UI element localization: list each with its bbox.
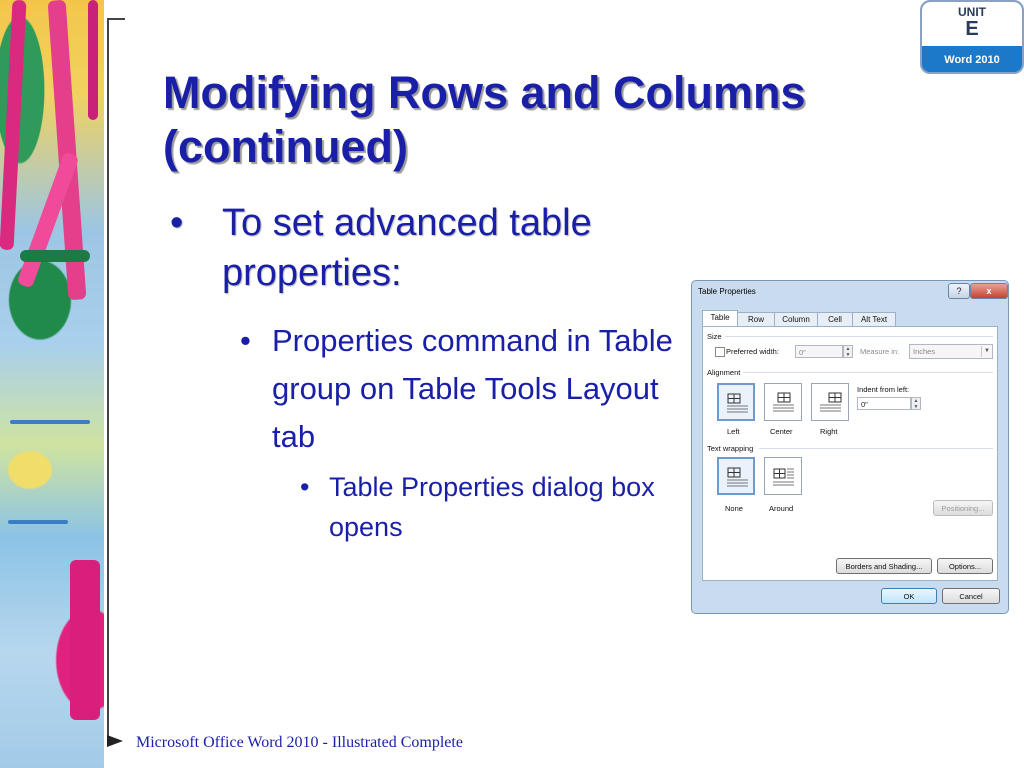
measure-in-label: Measure in: [860,347,900,356]
align-right-label: Right [820,427,838,436]
wrap-around-option[interactable] [764,457,802,495]
wrap-around-icon [773,466,795,488]
bullet-dot: • [240,323,251,358]
bullet-level-3-text: Table Properties dialog box opens [329,472,655,542]
wrap-none-option[interactable] [717,457,755,495]
section-divider [743,372,993,373]
badge-unit-letter: E [965,18,979,40]
options-button[interactable]: Options... [937,558,993,574]
slide-title: Modifying Rows and Columns (continued) [163,67,806,172]
preferred-width-checkbox[interactable] [715,347,725,357]
chevron-down-icon: ▼ [981,346,992,357]
footer-arrow-icon [107,735,123,747]
section-divider [725,336,993,337]
bullet-dot: • [170,202,184,244]
alignment-section-label: Alignment [707,368,741,377]
footer-text: Microsoft Office Word 2010 - Illustrated Complete [136,734,463,751]
ok-button[interactable]: OK [881,588,937,604]
positioning-button[interactable]: Positioning... [933,500,993,516]
align-left-label: Left [727,427,740,436]
tab-table[interactable]: Table [702,310,738,327]
align-left-option[interactable] [717,383,755,421]
tab-row[interactable]: Row [737,312,775,326]
section-divider [759,448,993,449]
align-center-label: Center [770,427,793,436]
table-properties-dialog [691,280,1009,614]
dialog-title: Table Properties [698,287,756,296]
bullet-level-1-text: To set advanced table properties: [222,202,592,294]
decorative-artwork [0,0,104,768]
align-right-icon [820,392,842,414]
cancel-button[interactable]: Cancel [942,588,1000,604]
width-spinner[interactable]: ▲ ▼ [843,345,853,358]
slide-frame-corner [107,18,125,20]
close-button[interactable]: x [970,283,1008,299]
measure-in-select[interactable]: Inches [909,344,993,359]
bullet-dot: • [300,472,310,502]
size-section-label: Size [707,332,722,341]
slide-frame-line [107,18,109,736]
indent-spinner[interactable]: ▲ ▼ [911,397,921,410]
bullet-level-2-text: Properties command in Table group on Table Tools Layout tab [272,323,673,454]
tab-cell[interactable]: Cell [817,312,853,326]
tab-column[interactable]: Column [774,312,818,326]
align-center-option[interactable] [764,383,802,421]
align-center-icon [773,392,795,414]
preferred-width-field[interactable]: 0" [795,345,843,358]
indent-from-left-field[interactable]: 0" [857,397,911,410]
badge-product: Word 2010 [944,54,1000,66]
align-left-icon [727,393,749,415]
indent-from-left-label: Indent from left: [857,385,910,394]
unit-badge [920,0,1024,74]
help-button[interactable]: ? [948,283,970,299]
wrap-none-icon [727,467,749,489]
align-right-option[interactable] [811,383,849,421]
borders-and-shading-button[interactable]: Borders and Shading... [836,558,932,574]
preferred-width-label: Preferred width: [726,347,779,356]
tab-panel-table [702,326,998,581]
text-wrapping-section-label: Text wrapping [707,444,754,453]
badge-unit-label: UNIT [958,5,986,19]
wrap-none-label: None [725,504,743,513]
tab-alt-text[interactable]: Alt Text [852,312,896,326]
wrap-around-label: Around [769,504,794,513]
